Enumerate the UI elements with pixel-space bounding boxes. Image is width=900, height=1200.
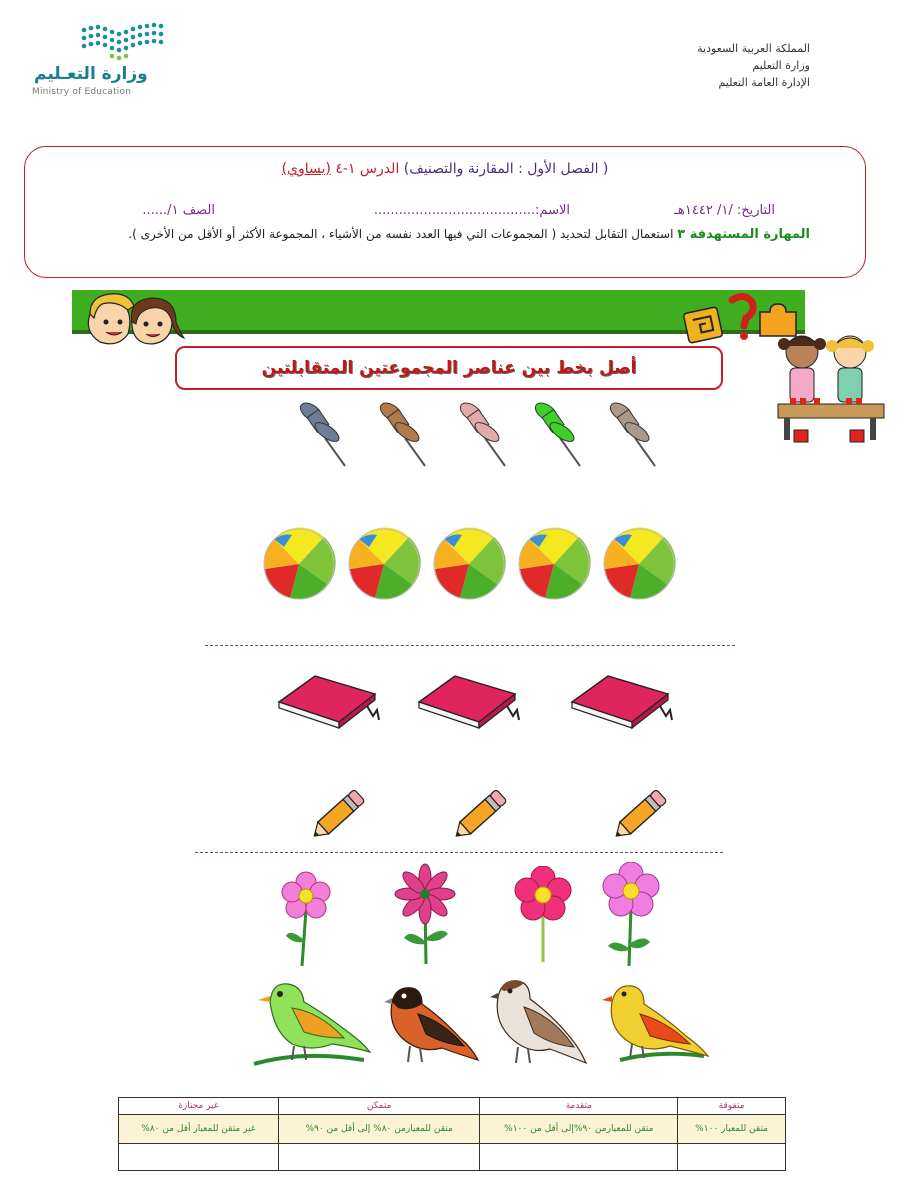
rubric-mark-row bbox=[119, 1144, 786, 1171]
skill-label: المهارة المستهدفة ٣ bbox=[677, 227, 810, 242]
name-field: الاسم:....................................... bbox=[373, 203, 570, 218]
dashed-separator bbox=[205, 645, 735, 646]
rubric-header: متقدمة bbox=[480, 1098, 678, 1115]
rubric-criterion: متقن للمعيار ١٠٠% bbox=[678, 1115, 786, 1144]
rubric-criterion: متقن للمعيارمن ٩٠%إلى أقل من ١٠٠% bbox=[480, 1115, 678, 1144]
bird-icon bbox=[380, 982, 480, 1066]
lesson-header-box bbox=[24, 146, 866, 278]
book-icon bbox=[275, 672, 385, 730]
flower-icon bbox=[600, 862, 662, 970]
pushpin-icon bbox=[605, 400, 665, 470]
date-field: التاريخ: /١/ ١٤٤٢هـ bbox=[674, 203, 775, 218]
flower-icon bbox=[278, 870, 334, 968]
kids-playing-icon bbox=[770, 330, 888, 450]
beach-ball-icon bbox=[517, 527, 591, 601]
ministry-logo bbox=[28, 18, 148, 104]
rubric-header: غير مجتازة bbox=[119, 1098, 279, 1115]
logo-dots-icon bbox=[74, 20, 194, 66]
rubric-table bbox=[118, 1097, 786, 1171]
instruction-banner: أصل بخط بين عناصر المجموعتين المتقابلتين bbox=[175, 346, 723, 390]
rubric-header: متفوقة bbox=[678, 1098, 786, 1115]
ministry-line: وزارة التعليم bbox=[752, 59, 810, 72]
rubric-mark-cell[interactable] bbox=[278, 1144, 480, 1171]
pencil-icon bbox=[305, 785, 371, 847]
pushpin-icon bbox=[375, 400, 435, 470]
chapter-text: ( الفصل الأول : المقارنة والتصنيف) bbox=[403, 161, 609, 177]
pencil-icon bbox=[607, 785, 673, 847]
kingdom-line: المملكة العربية السعودية bbox=[697, 42, 810, 55]
pushpin-icon bbox=[455, 400, 515, 470]
beach-ball-icon bbox=[347, 527, 421, 601]
flower-icon bbox=[513, 866, 573, 964]
kids-faces-icon bbox=[76, 292, 186, 347]
beach-ball-icon bbox=[262, 527, 336, 601]
grade-field: الصف ١/...... bbox=[142, 203, 215, 218]
beach-ball-icon bbox=[602, 527, 676, 601]
student-info-row bbox=[115, 203, 775, 221]
logo-arabic-text: وزارة التعـليم bbox=[34, 64, 148, 84]
rubric-criterion: غير متقن للمعيار أقل من ٨٠% bbox=[119, 1115, 279, 1144]
logo-english-text: Ministry of Education bbox=[32, 87, 132, 97]
rubric-criterion: متقن للمعيارمن ٨٠% إلى أقل من ٩٠% bbox=[278, 1115, 480, 1144]
rubric-mark-cell[interactable] bbox=[678, 1144, 786, 1171]
bird-icon bbox=[488, 975, 588, 1069]
pushpin-icon bbox=[295, 400, 355, 470]
lesson-topic: (يساوي) bbox=[281, 161, 331, 177]
directorate-line: الإدارة العامة التعليم bbox=[718, 76, 810, 89]
rubric-mark-cell[interactable] bbox=[119, 1144, 279, 1171]
pencil-icon bbox=[447, 785, 513, 847]
lesson-number: الدرس ١-٤ bbox=[335, 161, 400, 177]
rubric-criteria-row bbox=[119, 1115, 786, 1144]
bird-icon bbox=[600, 980, 710, 1066]
beach-ball-icon bbox=[432, 527, 506, 601]
target-skill bbox=[80, 227, 810, 242]
skill-text: استعمال التقابل لتحديد ( المجموعات التي فيها العدد نفسه من الأشياء ، المجموعة الأكثر أو الأقل من الأخرى ). bbox=[128, 227, 674, 241]
government-header bbox=[697, 40, 810, 91]
book-icon bbox=[568, 672, 678, 730]
pushpin-icon bbox=[530, 400, 590, 470]
rubric-header-row bbox=[119, 1098, 786, 1115]
flower-icon bbox=[392, 862, 458, 968]
rubric-mark-cell[interactable] bbox=[480, 1144, 678, 1171]
dashed-separator bbox=[195, 852, 723, 853]
bird-icon bbox=[252, 972, 372, 1070]
lesson-title bbox=[25, 161, 865, 177]
rubric-header: متمكن bbox=[278, 1098, 480, 1115]
book-icon bbox=[415, 672, 525, 730]
